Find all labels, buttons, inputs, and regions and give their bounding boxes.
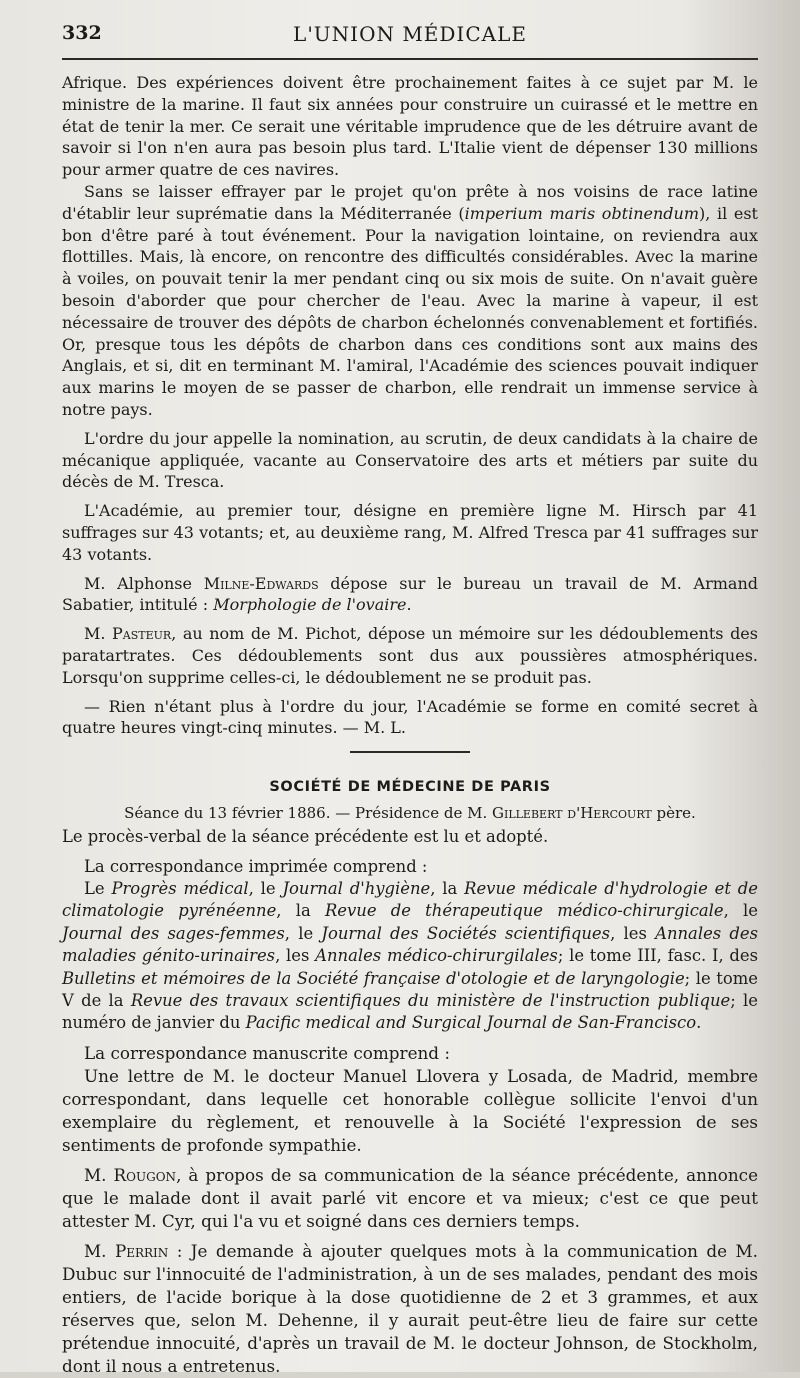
paragraph: Le Progrès médical, le Journal d'hygiène, la Revue médicale d'hydrologie et de climatologie pyrénéenne, la Revue de thérapeutique médico-chirurgicale, le Journal des sages-femmes, le Journal des Sociétés scientifiques, les Annales des maladies génito-urinaires, les Annales médico-chirurgilales; le tome III, fasc. I, des Bulletins et mémoires de la Société française d'otologie et de laryngologie; le tome V de la Revue des travaux scientifiques du ministère de l'instruction publique; le numéro de janvier du Pacific medical and Surgical Journal de San-Francisco. bbox=[62, 878, 759, 1033]
section-divider bbox=[350, 751, 470, 753]
paragraph: L'ordre du jour appelle la nomination, au scrutin, de deux candidats à la chaire de mécanique appliquée, vacante au Conservatoire des arts et métiers par suite du décès de M. Tresca. bbox=[62, 428, 758, 492]
society-correspondence bbox=[62, 1042, 758, 1378]
paragraph: L'Académie, au premier tour, désigne en première ligne M. Hirsch par 41 suffrages sur 43 votants; et, au deuxième rang, M. Alfred Tresca par 41 suffrages sur 43 votants. bbox=[62, 501, 758, 564]
paragraph: Sans se laisser effrayer par le projet qu'on prête à nos voisins de race latine d'établir leur suprématie dans la Méditerranée (imperium maris obtinendum), il est bon d'être paré à tout événement. Pour la navigation lointaine, on reviendra aux flottilles. Mais, là encore, on rencontre des difficultés considérables. Avec la marine à voiles, on pouvait tenir la mer pendant cinq ou six mois de suite. On n'avait guère besoin d'aborder que pour chercher de l'eau. Avec la marine à vapeur, il est nécessaire de trouver des dépôts de charbon échelonnés convenablement et fortifiés. Or, presque tous les dépôts de charbon dans ces conditions sont aux mains des Anglais, et si, dit en terminant M. l'amiral, l'Académie des sciences pouvait indiquer aux marins le moyen de se passer de charbon, elle rendrait un immense service à notre pays. bbox=[62, 181, 758, 419]
paragraph: Une lettre de M. le docteur Manuel Llovera y Losada, de Madrid, membre correspondant, dans lequelle cet honorable collègue sollicite l'envoi d'un exemplaire du règlement, et renouvelle à la Société l'expression de ses sentiments de profonde sympathie. bbox=[62, 1065, 758, 1155]
paragraph: M. Perrin : Je demande à ajouter quelques mots à la communication de M. Dubuc sur l'innocuité de l'administration, à un de ses malades, pendant des mois entiers, de l'acide borique à la dose quotidienne de 2 et 3 grammes, et aux réserves que, selon M. Dehenne, il y aurait peut-être lieu de faire sur cette prétendue innocuité, d'après un travail de M. le docteur Johnson, de Stockholm, dont il nous a entretenus. bbox=[62, 1240, 758, 1376]
society-minutes bbox=[62, 826, 758, 1035]
paragraph: La correspondance manuscrite comprend : bbox=[84, 1042, 451, 1063]
section-title: SOCIÉTÉ DE MÉDECINE DE PARIS bbox=[269, 779, 551, 796]
paragraph: La correspondance imprimée comprend : bbox=[84, 856, 428, 876]
paragraph: M. Alphonse Milne-Edwards dépose sur le bureau un travail de M. Armand Sabatier, intitulé : Morphologie de l'ovaire. bbox=[62, 573, 758, 615]
journal-title: L'UNION MÉDICALE bbox=[293, 22, 527, 46]
paragraph: — Rien n'étant plus à l'ordre du jour, l'Académie se forme en comité secret à quatre heures vingt-cinq minutes. — M. L. bbox=[62, 696, 758, 738]
page-number: 332 bbox=[62, 22, 102, 44]
paragraph: M. Pasteur, au nom de M. Pichot, dépose un mémoire sur les dédoublements des paratartrates. Ces dédoublements sont dus aux poussières atmosphériques. Lorsqu'on supprime celles-ci, le dédoublement ne se produit pas. bbox=[62, 624, 758, 687]
paragraph: Afrique. Des expériences doivent être prochainement faites à ce sujet par M. le ministre de la marine. Il faut six années pour construire un cuirassé et le mettre en état de tenir la mer. Ce serait une véritable imprudence que de les détruire avant de savoir si l'on n'en aura pas besoin plus tard. L'Italie vient de dépenser 130 millions pour armer quatre de ces navires. bbox=[62, 73, 758, 180]
paragraph: Le procès-verbal de la séance précédente est lu et adopté. bbox=[62, 827, 549, 847]
page-header bbox=[62, 22, 758, 60]
session-line: Séance du 13 février 1886. — Présidence de M. Gillebert d'Hercourt père. bbox=[124, 804, 696, 823]
paragraph: M. Rougon, à propos de sa communication de la séance précédente, annonce que le malade dont il avait parlé vit encore et va mieux; c'est ce que peut attester M. Cyr, qui l'a vu et soigné dans ces derniers temps. bbox=[62, 1164, 759, 1231]
academy-report bbox=[62, 72, 758, 739]
